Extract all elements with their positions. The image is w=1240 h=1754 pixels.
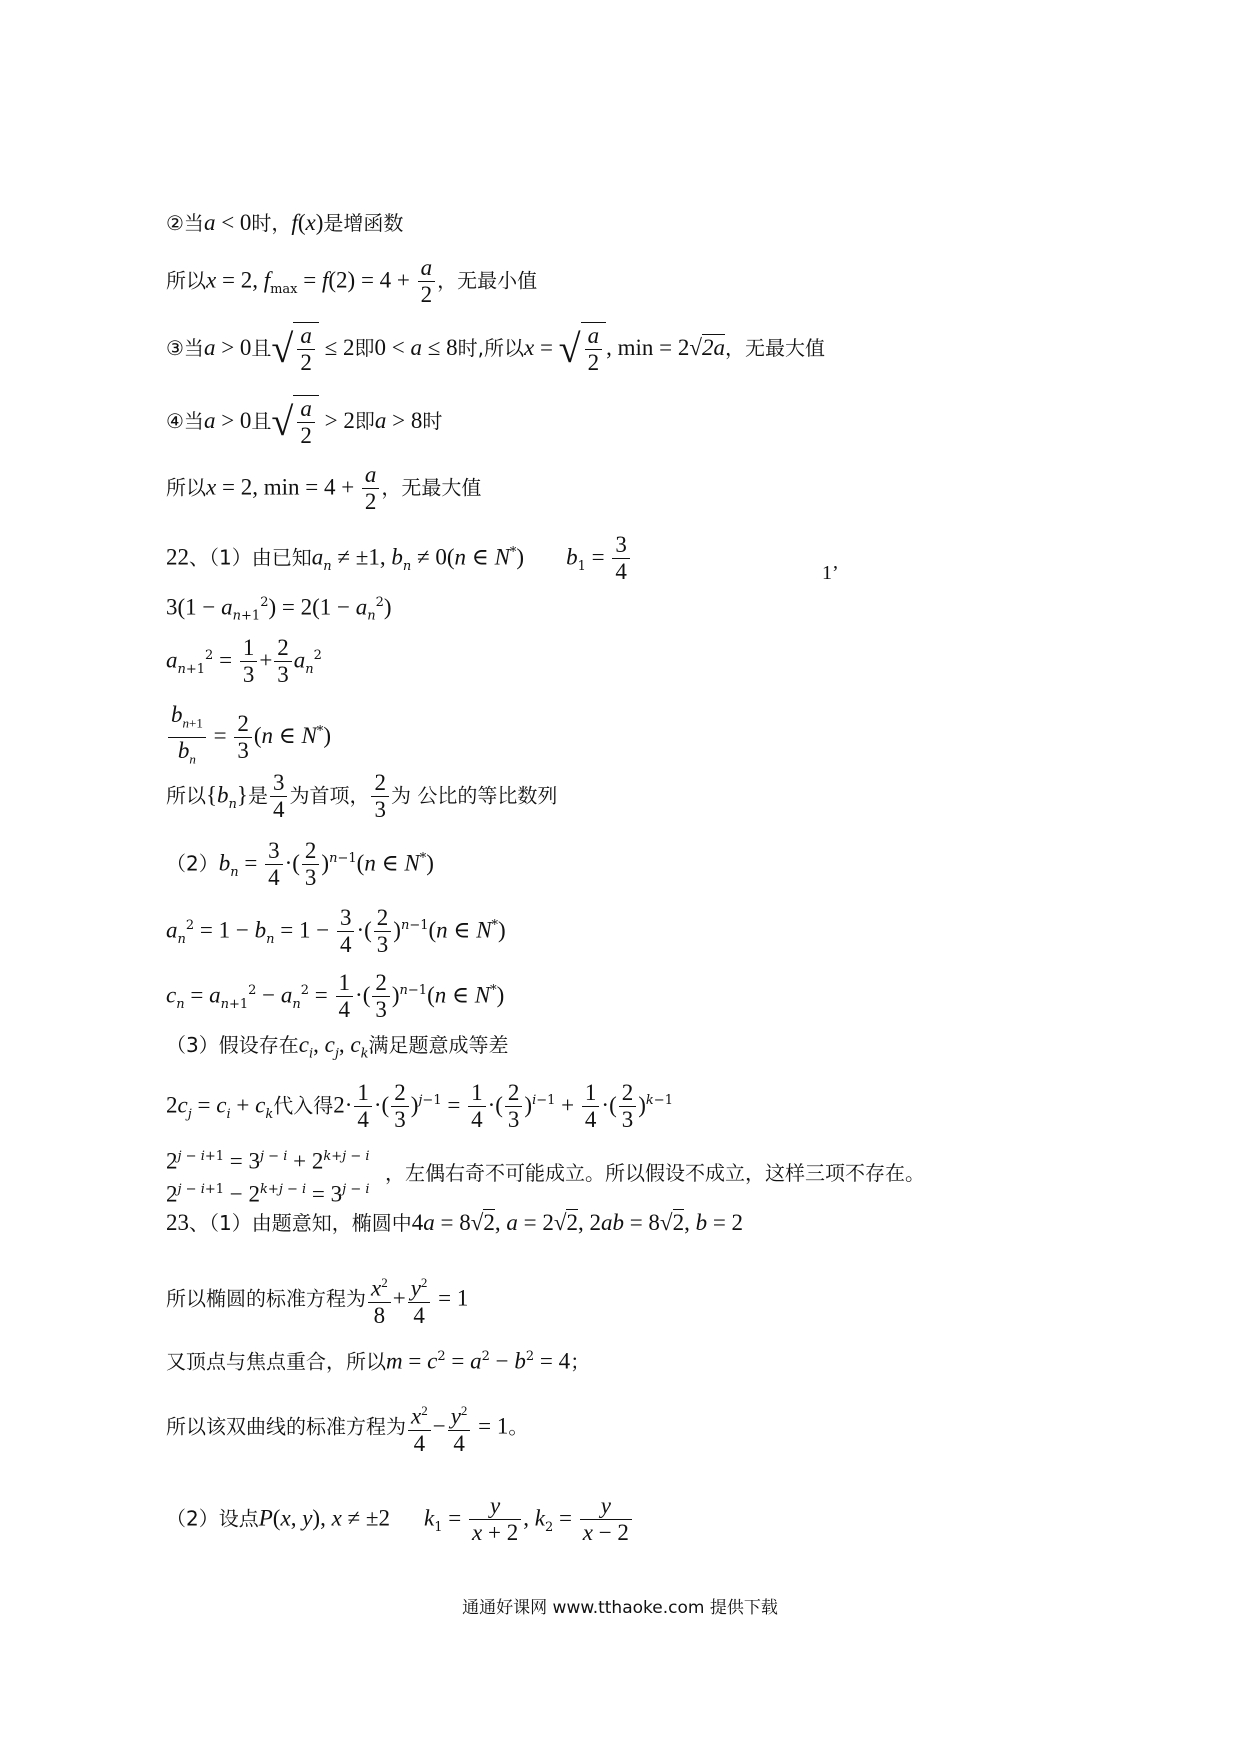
line-recurrence-2: $a_{n+1}^2$ = $\frac{1}{3}$ + $\frac{2}{3}$ $a_n^2$ [166, 635, 322, 687]
line-vertex-focus: 又顶点与焦点重合，所以$m = c^2 = a^2 - b^2 = 4$； [166, 1348, 591, 1374]
line-substitution: $2c_j = c_i + c_k$代入得2· $\frac{1}{4}$ ·( $\frac{2}{3}$ )$^{j-1}$ = $\frac{1}{4}$ ·( $\frac{2}{3}$ )$^{i-1}$ + $\frac{1}{4}$ ·( $\frac{2}{3}$ )$^{k-1}$ [166, 1080, 673, 1132]
line-hyperbola-equation: 所以该双曲线的标准方程为 $\frac{x^2}{4}$ − $\frac{y^2}{4}$ = 1。 [166, 1398, 528, 1457]
line-case-4: ④当a > 0且√ $\frac{a}{2}$ > 2即a > 8时 [166, 396, 443, 448]
line-case-4-result: 所以x = 2, min = 4 + $\frac{a}{2}$ ，无最大值 [166, 462, 482, 514]
line-parity-1: $2^{j - i+1} = 3^{j - i} + 2^{k+j - i}$ [166, 1148, 370, 1174]
line-an-squared: $a_n^2 = 1 - b_n = 1$ − $\frac{3}{4}$ ·( $\frac{2}{3}$ )$^{n-1}$(n ∈ N*) [166, 905, 506, 957]
line-q23-part2: （2）设点P(x, y), x ≠ ±2 $k_1$ = $\frac{y}{x + 2}$ , $k_2$ = $\frac{y}{x - 2}$ [166, 1493, 634, 1546]
line-parity-2: $2^{j - i+1} - 2^{k+j - i} = 3^{j - i}$ [166, 1181, 370, 1207]
line-ratio: $\frac{b_{n+1}}{b_n}$ = $\frac{2}{3}$ (n ∈ N*) [166, 702, 331, 772]
line-cn: $c_n = a_{n+1}^2 - a_n^2$ = $\frac{1}{4}$ ·( $\frac{2}{3}$ )$^{n-1}$(n ∈ N*) [166, 970, 505, 1022]
line-q22-part3: （3）假设存在$c_i$, $c_j$, $c_k$满足题意成等差 [166, 1032, 509, 1062]
score-mark: 1’ [822, 562, 839, 584]
page-footer: 通通好课网 www.tthaoke.com 提供下载 [462, 1598, 778, 1618]
line-geometric-conclusion: 所以$\{b_n\}$是 $\frac{3}{4}$ 为首项， $\frac{2}{3}$ 为 公比的等比数列 [166, 770, 558, 822]
line-parity-conclusion: ，左偶右奇不可能成立。所以假设不成立，这样三项不存在。 [385, 1161, 925, 1185]
line-q22-part1: 22、（1）由已知$a_n \ne \pm 1$, $b_n \ne 0(n$ ∈ N*) $b_1$ = $\frac{3}{4}$ [166, 532, 632, 585]
line-recurrence-1: $3(1 - a_{n+1}^2) = 2(1 - a_n^2)$ [166, 594, 392, 624]
line-case-3: ③当a > 0且√ $\frac{a}{2}$ ≤ 2即0 < a ≤ 8时,所以x = √ $\frac{a}{2}$ , min = 2√2a，无最大值 [166, 323, 825, 375]
line-case-2-result: 所以x = 2, $f_{max} = f(2) = 4$ + $\frac{a}{2}$ ，无最小值 [166, 255, 538, 307]
line-q23-part1: 23、（1）由题意知，椭圆中4a = 8√2, a = 2√2, 2ab = 8√2, b = 2 [166, 1210, 744, 1235]
line-ellipse-equation: 所以椭圆的标准方程为 $\frac{x^2}{8}$ + $\frac{y^2}{4}$ = 1 [166, 1270, 468, 1329]
line-case-2: ②当a < 0时，f(x)是增函数 [166, 210, 404, 235]
line-q22-part2: $(2)b_n$ = $\frac{3}{4}$ ·( $\frac{2}{3}$ )$^{n-1}$(n ∈ N*) [166, 838, 434, 890]
